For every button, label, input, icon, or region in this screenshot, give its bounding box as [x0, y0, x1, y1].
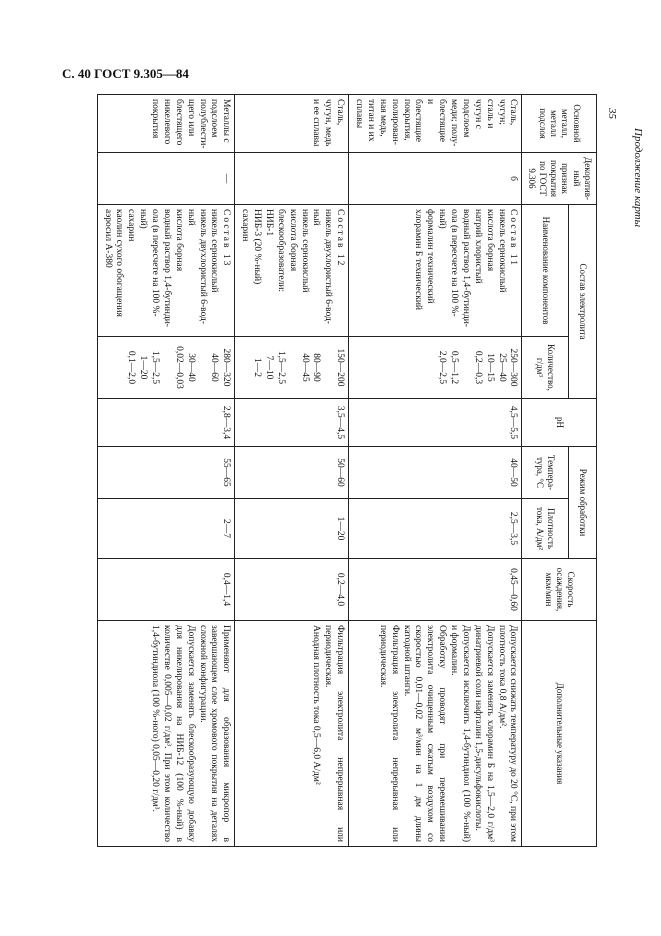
component-item: никель сернокислый	[209, 209, 220, 293]
page-number: 35	[606, 108, 618, 119]
header-electrolyte: Состав электролита	[568, 205, 596, 399]
temperature-cell: 40—50	[349, 447, 522, 499]
density-cell: 2—7	[97, 499, 235, 559]
quantity-value	[459, 341, 471, 394]
quantity-cell	[235, 337, 349, 399]
header-components: Наименование компонентов	[522, 205, 568, 337]
quantity-value: 0,02—0,03	[173, 346, 184, 389]
note-paragraph: Анодная плотность тока 0,5—6,0 А/дм²	[311, 625, 322, 785]
component-item: сахарин	[240, 209, 251, 242]
ph-cell: 4,5—5,5	[349, 399, 522, 447]
quantity-value: 0,1—2,0	[126, 350, 137, 385]
components-cell	[349, 205, 522, 337]
temperature-cell: 50—60	[235, 447, 349, 499]
base-metal-cell: Сталь, чугун; сталь и чугун с подслоем меди; полублестящие и блестящие покрытия, полированная медь, титан и их сплавы	[349, 95, 522, 153]
temperature-cell: 55—65	[97, 447, 235, 499]
density-cell: 1—20	[235, 499, 349, 559]
decorative-cell: б	[349, 153, 522, 205]
quantity-value: 10—15	[484, 353, 495, 382]
quantity-value: 250—300	[508, 348, 519, 387]
component-item: водный раствор 1,4-бутиндиола (в пересчете на 100 %-ный)	[437, 209, 471, 327]
base-metal-cell: Сталь, чугун, медь и ее сплавы	[235, 95, 349, 153]
quantity-value: 1—20	[138, 355, 149, 380]
component-item: водный раствор 1,4-бутиндиола (в пересчете на 100 %-ный)	[138, 209, 172, 327]
quantity-value: 30—40	[185, 353, 196, 382]
speed-cell: 0,2—4,0	[235, 559, 349, 621]
header-quantity: Количество, г/дм³	[522, 337, 568, 399]
component-item: НИБ-3 (20 %-ный)	[252, 209, 263, 285]
note-paragraph: Допускается снижать температуру до 20 °С, при этом плотность тока 0,8 А/дм².	[496, 625, 519, 842]
quantity-value: 80—90	[311, 353, 322, 382]
table-body	[97, 95, 522, 847]
quantity-value: 7—10	[264, 355, 274, 380]
composition-title: Состав 13	[221, 209, 232, 268]
ph-cell: 2,8—3,4	[97, 399, 235, 447]
component-item: никель сернокислый	[496, 209, 507, 293]
quantity-value: 280—320	[221, 348, 232, 387]
quantity-value: 1,5—2,5	[275, 350, 286, 385]
header-temperature: Температура, °С	[522, 447, 568, 499]
note-paragraph: Допускается заменять блескообразующую добавку для никелирования на НИБ-12 (100 %-ный) в количестве 0,005—0,02 г/дм³. При этом количество 1,4-бутиндиола (100 %-ного) 0,05—0,20 г/дм³.	[150, 625, 196, 842]
notes-cell	[349, 621, 522, 847]
component-item: аэросил А-380	[102, 209, 113, 268]
quantity-value	[286, 341, 298, 394]
header-notes: Дополнительные указания	[522, 621, 597, 847]
quantity-value: 25—40	[496, 353, 507, 382]
components-cell	[97, 205, 235, 337]
header-speed: Скорость осаждения, мкм/мин	[522, 559, 597, 621]
density-cell: 2,5—3,5	[349, 499, 522, 559]
note-paragraph: Фильтрация электролита непрерывная или периодическая.	[377, 625, 400, 842]
table-row	[349, 95, 522, 847]
electrolyte-table	[97, 94, 597, 847]
speed-cell: 0,45—0,60	[349, 559, 522, 621]
quantity-value: 0,2—0,3	[472, 350, 483, 385]
quantity-value	[196, 341, 208, 394]
component-item: каолин сухого обогащения	[114, 209, 125, 317]
quantity-value: 1,5—2,5	[150, 350, 161, 385]
note-paragraph: Применяют для образования микропор в завершающем слое хромового покрытия на деталях сложной конфигурации.	[197, 625, 232, 842]
header-ph: pH	[522, 399, 597, 447]
component-item: кислота борная	[484, 209, 495, 272]
component-item: сахарин	[126, 209, 137, 242]
header-decorative: Декоративный признак покрытия по ГОСТ 9.306	[522, 153, 597, 205]
header-density: Плотность тока, А/дм²	[522, 499, 568, 559]
component-item: формалин технический	[425, 209, 436, 304]
quantity-value	[322, 341, 334, 394]
quantity-cell	[349, 337, 522, 399]
note-paragraph: Допускается исключить 1,4-бутиндиол (100 %-ный) и формалин.	[449, 625, 471, 842]
header-mode: Режим обработки	[568, 447, 596, 559]
note-paragraph: Допускается заменять хлорамин Б на 1,5—2,0 г/дм³ динатриевой соли нафталин 1,5-дисульфокислоты.	[472, 625, 495, 842]
note-paragraph: Обработку проводят при перемешивании электролита очищенным сжатым воздухом со скоростью 0,01—0,02 м³/мин на 1 дм длины катодной штанги.	[401, 625, 448, 842]
table-row	[97, 95, 235, 847]
component-item: блескообразователи:	[275, 209, 286, 293]
composition-title: Состав 12	[335, 209, 346, 268]
quantity-value	[160, 341, 172, 394]
note-paragraph: Фильтрация электролита непрерывная или периодическая.	[323, 625, 346, 842]
decorative-cell	[235, 153, 349, 205]
composition-title: Состав 11	[508, 209, 519, 268]
base-metal-cell: Металлы с подслоем полублестищего или блестящего никелевого покрытия	[97, 95, 235, 153]
quantity-value: 40—60	[209, 353, 220, 382]
component-item: никель двухлористый 6-водный	[311, 209, 334, 325]
page-header: С. 40 ГОСТ 9.305—84	[62, 66, 189, 81]
speed-cell: 0,4—1,4	[97, 559, 235, 621]
ph-cell: 3,5—4,5	[235, 399, 349, 447]
components-cell	[235, 205, 349, 337]
quantity-cell	[97, 337, 235, 399]
quantity-value: 0,5—1,2	[449, 350, 460, 385]
component-item: хлорамин Б технический	[413, 209, 424, 310]
decorative-cell: —	[97, 153, 235, 205]
quantity-value: 40—45	[299, 353, 310, 382]
component-item: кислота борная	[173, 209, 184, 272]
continuation-label: Продолжение карты	[632, 128, 644, 228]
notes-cell	[97, 621, 235, 847]
component-item: натрий хлористый	[472, 209, 483, 284]
component-item: кислота борная	[287, 209, 298, 272]
quantity-value: 150—200	[335, 348, 346, 387]
quantity-value: 2,0—2,5	[437, 350, 448, 385]
quantity-value: 1—2	[252, 358, 263, 377]
header-base-metal: Основной металл, металл подслоя	[522, 95, 597, 153]
component-item: НИБ-1	[264, 209, 274, 237]
rotated-table-wrapper	[65, 94, 597, 846]
component-item: никель сернокислый	[299, 209, 310, 293]
component-item: никель двухлористый 6-водный	[185, 209, 208, 325]
notes-cell	[235, 621, 349, 847]
table-row	[235, 95, 349, 847]
